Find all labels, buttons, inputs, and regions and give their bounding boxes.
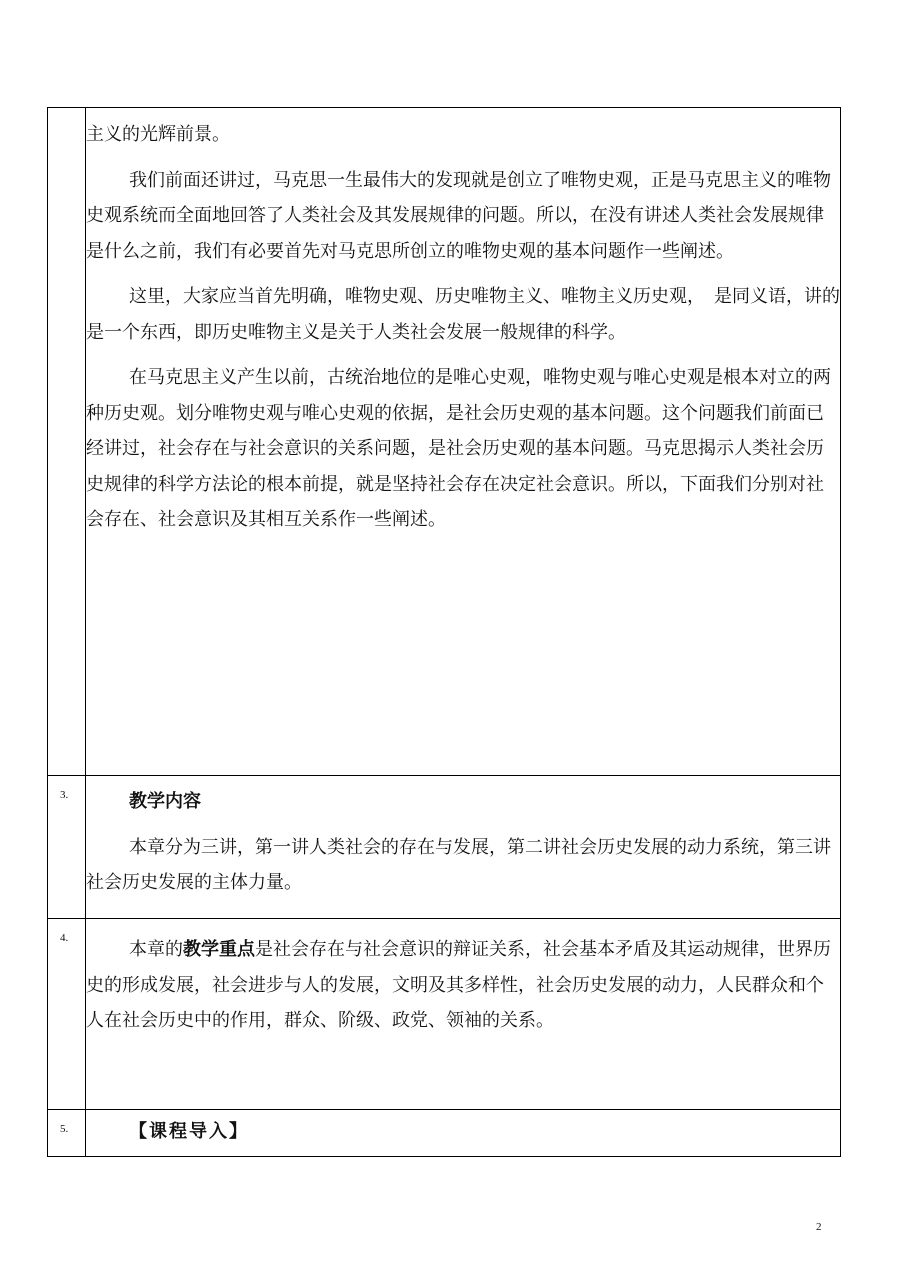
row-content xyxy=(86,108,841,776)
paragraph xyxy=(86,932,840,1039)
table-row xyxy=(48,108,841,776)
section-heading xyxy=(86,1114,840,1150)
paragraph-prefix: 本章的 xyxy=(129,939,183,960)
lesson-table xyxy=(47,107,841,1157)
row-number: 4. xyxy=(60,932,69,944)
paragraph: 这里，大家应当首先明确，唯物史观、历史唯物主义、唯物主义历史观， 是同义语，讲的是一个东西，即历史唯物主义是关于人类社会发展一般规律的科学。 xyxy=(86,286,840,343)
row-content xyxy=(86,1110,841,1157)
table-row xyxy=(48,776,841,919)
emphasis-text: 教学重点 xyxy=(183,939,255,960)
table-row xyxy=(48,1110,841,1157)
table-row xyxy=(48,919,841,1110)
row-number-cell xyxy=(48,919,86,1110)
section-heading-text: 【课程导入】 xyxy=(129,1121,249,1142)
section-heading xyxy=(86,784,840,820)
paragraph-text: 是社会存在与社会意识的辩证关系，社会基本矛盾及其运动规律，世界历史的形成发展，社会进步与人的发展，文明及其多样性，社会历史发展的动力，人民群众和个人在社会历史中的作用，群众、阶级、政党、领袖的关系。 xyxy=(86,939,831,1031)
paragraph: 我们前面还讲过，马克思一生最伟大的发现就是创立了唯物史观，正是马克思主义的唯物史观系统而全面地回答了人类社会及其发展规律的问题。所以，在没有讲述人类社会发展规律是什么之前，我们有必要首先对马克思所创立的唯物史观的基本问题作一些阐述。 xyxy=(86,169,831,262)
row-number-cell xyxy=(48,776,86,919)
row-number: 5. xyxy=(60,1123,69,1135)
row-content xyxy=(86,919,841,1110)
page-number: 2 xyxy=(816,1221,822,1233)
row-number: 3. xyxy=(60,789,69,801)
row-number-cell xyxy=(48,108,86,776)
paragraph: 在马克思主义产生以前，古统治地位的是唯心史观，唯物史观与唯心史观是根本对立的两种历史观。划分唯物史观与唯心史观的依据，是社会历史观的基本问题。这个问题我们前面已经讲过，社会存在与社会意识的关系问题，是社会历史观的基本问题。马克思揭示人类社会历史规律的科学方法论的根本前提，就是坚持社会存在决定社会意识。所以，下面我们分别对社会存在、社会意识及其相互关系作一些阐述。 xyxy=(86,367,831,530)
paragraph: 主义的光辉前景。 xyxy=(86,124,230,145)
paragraph: 本章分为三讲，第一讲人类社会的存在与发展，第二讲社会历史发展的动力系统，第三讲社会历史发展的主体力量。 xyxy=(86,836,831,893)
row-number-cell xyxy=(48,1110,86,1157)
section-heading-text: 教学内容 xyxy=(129,791,201,812)
row-content xyxy=(86,776,841,919)
